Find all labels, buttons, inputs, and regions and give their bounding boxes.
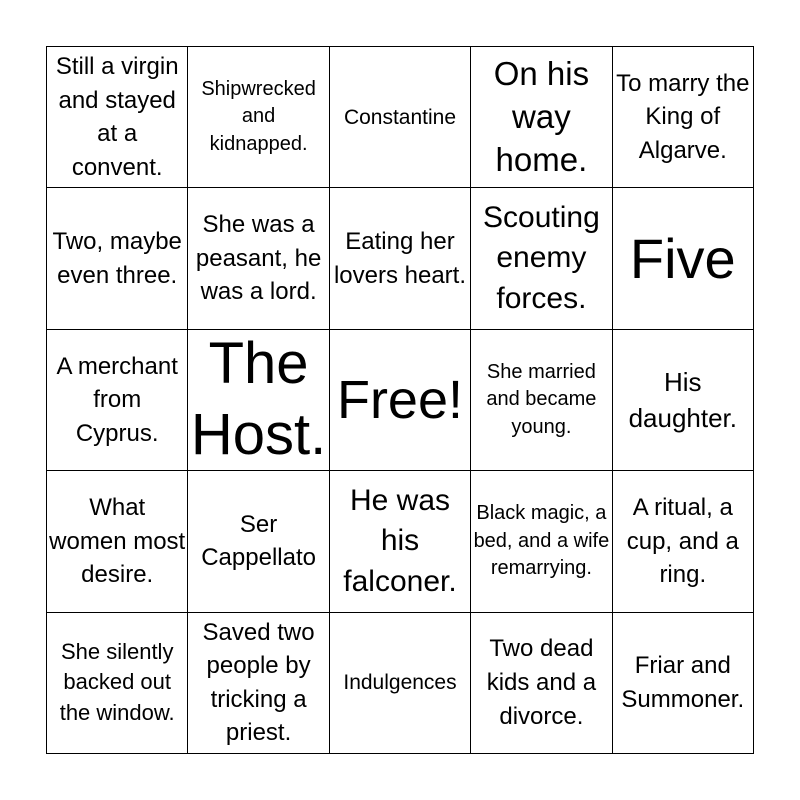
bingo-cell-r4c4[interactable]: Black magic, a bed, and a wife remarrying. bbox=[471, 471, 612, 612]
bingo-cell-r5c3[interactable]: Indulgences bbox=[330, 613, 471, 754]
bingo-cell-r4c3[interactable]: He was his falconer. bbox=[330, 471, 471, 612]
bingo-cell-r5c4[interactable]: Two dead kids and a divorce. bbox=[471, 613, 612, 754]
bingo-cell-r2c3[interactable]: Eating her lovers heart. bbox=[330, 188, 471, 329]
bingo-cell-r1c4[interactable]: On his way home. bbox=[471, 47, 612, 188]
bingo-cell-r4c1[interactable]: What women most desire. bbox=[47, 471, 188, 612]
bingo-cell-r2c4[interactable]: Scouting enemy forces. bbox=[471, 188, 612, 329]
bingo-cell-r2c2[interactable]: She was a peasant, he was a lord. bbox=[188, 188, 329, 329]
bingo-cell-r5c5[interactable]: Friar and Summoner. bbox=[613, 613, 754, 754]
bingo-cell-r5c1[interactable]: She silently backed out the window. bbox=[47, 613, 188, 754]
bingo-cell-r3c4[interactable]: She married and became young. bbox=[471, 330, 612, 471]
bingo-cell-r4c5[interactable]: A ritual, a cup, and a ring. bbox=[613, 471, 754, 612]
free-space-cell[interactable]: Free! bbox=[330, 330, 471, 471]
bingo-cell-r1c1[interactable]: Still a virgin and stayed at a convent. bbox=[47, 47, 188, 188]
bingo-cell-r1c3[interactable]: Constantine bbox=[330, 47, 471, 188]
bingo-cell-r4c2[interactable]: Ser Cappellato bbox=[188, 471, 329, 612]
bingo-cell-r1c5[interactable]: To marry the King of Algarve. bbox=[613, 47, 754, 188]
bingo-cell-r2c5[interactable]: Five bbox=[613, 188, 754, 329]
bingo-cell-r3c5[interactable]: His daughter. bbox=[613, 330, 754, 471]
bingo-cell-r3c1[interactable]: A merchant from Cyprus. bbox=[47, 330, 188, 471]
bingo-cell-r5c2[interactable]: Saved two people by tricking a priest. bbox=[188, 613, 329, 754]
bingo-cell-r2c1[interactable]: Two, maybe even three. bbox=[47, 188, 188, 329]
bingo-cell-r3c2[interactable]: The Host. bbox=[188, 330, 329, 471]
bingo-cell-r1c2[interactable]: Shipwrecked and kidnapped. bbox=[188, 47, 329, 188]
bingo-board bbox=[46, 46, 754, 754]
